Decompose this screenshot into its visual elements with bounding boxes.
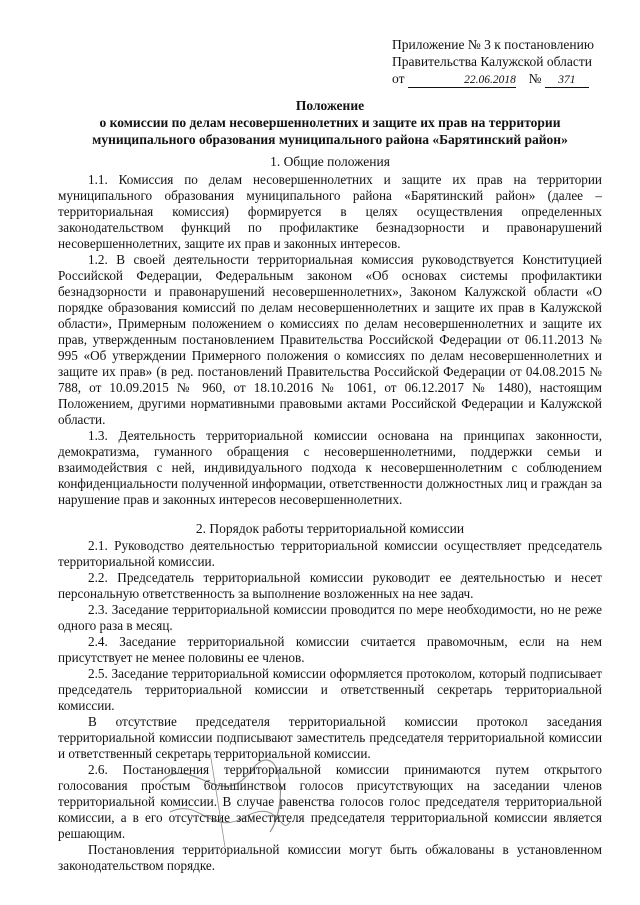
- paragraph-2-6: 2.6. Постановления территориальной комиссии принимаются путем открытого голосования простым большинством голосов присутствующих на заседании членов территориальной комиссии. В случае равенства голосов голос председателя территориальной комиссии, а в его отсутствие заместителя председателя территориальной комиссии является решающим.: [58, 762, 602, 841]
- paragraph-2-6-continued: Постановления территориальной комиссии могут быть обжалованы в установленном законодательством порядке.: [58, 842, 602, 873]
- section-2-body: [58, 538, 602, 874]
- appendix-header: [392, 36, 622, 88]
- paragraph-2-4: 2.4. Заседание территориальной комиссии считается правомочным, если на нем присутствует не менее половины ее членов.: [58, 634, 602, 665]
- paragraph-1-3: 1.3. Деятельность территориальной комиссии основана на принципах законности, демократизма, гуманного обращения с несовершеннолетними, поддержки семьи и взаимодействия с ней, индивидуального подхода к несовершеннолетним с соблюдением конфиденциальности полученной информации, ответственности должностных лиц и граждан за нарушение прав и законных интересов несовершеннолетних.: [58, 428, 602, 507]
- document-title: [60, 97, 600, 148]
- paragraph-2-5: 2.5. Заседание территориальной комиссии оформляется протоколом, который подписывает председатель территориальной комиссии и ответственный секретарь территориальной комиссии.: [58, 666, 602, 713]
- paragraph-2-2: 2.2. Председатель территориальной комиссии руководит ее деятельностью и несет персональную ответственность за выполнение возложенных на нее задач.: [58, 570, 602, 601]
- paragraph-2-3: 2.3. Заседание территориальной комиссии проводится по мере необходимости, но не реже одного раза в месяц.: [58, 602, 602, 633]
- number-label: №: [528, 71, 542, 86]
- appendix-line-1: Приложение № 3 к постановлению: [392, 37, 594, 52]
- section-1-body: [58, 172, 602, 508]
- paragraph-2-1: 2.1. Руководство деятельностью территориальной комиссии осуществляет председатель территориальной комиссии.: [58, 538, 602, 569]
- from-label: от: [392, 71, 405, 86]
- appendix-line-2: Правительства Калужской области: [392, 54, 593, 69]
- signature-scribble-icon: [150, 742, 300, 857]
- paragraph-1-1: 1.1. Комиссия по делам несовершеннолетних и защите их прав на территории муниципального образования муниципального района «Барятинский район» (далее – территориальная комиссия) формируется в целях осуществления определенных законодательством функций по профилактике безнадзорности и правонарушений несовершеннолетних, защите их прав и законных интересов.: [58, 172, 602, 251]
- paragraph-2-5-continued: В отсутствие председателя территориальной комиссии протокол заседания территориальной комиссии подписывают заместитель председателя территориальной комиссии и ответственный секретарь территориальной комиссии.: [58, 714, 602, 761]
- title-line-3: муниципального образования муниципального района «Барятинский район»: [92, 132, 568, 147]
- title-line-2: о комиссии по делам несовершеннолетних и защите их прав на территории: [99, 115, 561, 130]
- number-field: 371: [545, 73, 589, 88]
- title-line-1: Положение: [295, 98, 365, 113]
- section-1-heading: 1. Общие положения: [270, 154, 390, 169]
- section-2-heading: 2. Порядок работы территориальной комиссии: [195, 521, 465, 536]
- date-field: 22.06.2018: [408, 73, 516, 88]
- appendix-date-number: [392, 70, 622, 88]
- paragraph-1-2: 1.2. В своей деятельности территориальная комиссия руководствуется Конституцией Российской Федерации, Федеральным законом «Об основах системы профилактики безнадзорности и правонарушений несовершеннолетних», Законом Калужской области «О порядке образования комиссий по делам несовершеннолетних и защите их прав в Калужской области», Примерным положением о комиссиях по делам несовершеннолетних и защите их прав, утвержденным постановлением Правительства Российской Федерации от 06.11.2013 № 995 «Об утверждении Примерного положения о комиссиях по делам несовершеннолетних и защите их прав» (в ред. постановлений Правительства Российской Федерации от 04.08.2015 № 788, от 10.09.2015 № 960, от 18.10.2016 № 1061, от 06.12.2017 № 1480), настоящим Положением, другими нормативными правовыми актами Российской Федерации и Калужской области.: [58, 252, 602, 427]
